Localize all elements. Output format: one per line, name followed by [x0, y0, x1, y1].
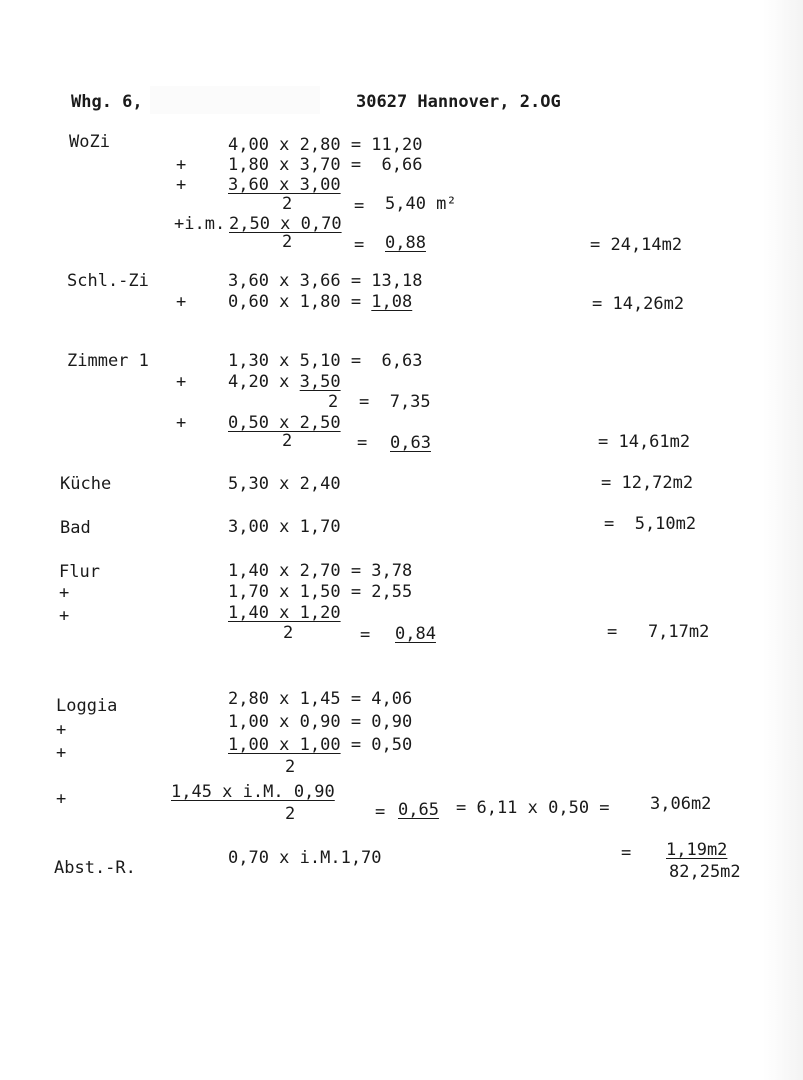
flur-total: = 7,17m2 — [607, 622, 710, 642]
wozi-line-3: 3,60 x 3,00 — [228, 175, 341, 195]
flur-denominator: 2 — [283, 623, 294, 643]
zimmer-value-underlined: 3,50 — [299, 372, 341, 392]
wozi-denominator-2: 2 — [282, 232, 293, 252]
wozi-op-2: + — [176, 155, 187, 175]
wozi-line-2: 1,80 x 3,70 = 6,66 — [228, 155, 423, 175]
abst-equals: = — [621, 843, 632, 863]
loggia-op-2: + — [56, 720, 67, 740]
grand-total: 82,25m2 — [669, 862, 741, 882]
flur-line-3: 1,40 x 1,20 — [228, 603, 341, 623]
address: 30627 Hannover, 2.OG — [356, 92, 561, 112]
zimmer-line-3-result: = 7,35 — [359, 392, 431, 412]
unit-label: Whg. 6, — [71, 92, 143, 112]
page-edge-shadow — [763, 0, 803, 1080]
loggia-value: 0,65 — [398, 800, 439, 820]
schl-line-2: 0,60 x 1,80 = 1,08 — [228, 292, 413, 312]
abst-calc: 0,70 x i.M.1,70 — [228, 848, 382, 868]
room-label-abstellraum: Abst.-R. — [54, 858, 136, 878]
room-label-bad: Bad — [60, 518, 91, 538]
bad-calc: 3,00 x 1,70 — [228, 517, 341, 537]
loggia-line-3: 1,00 x 1,00 = 0,50 — [228, 735, 413, 755]
zimmer-op-2: + — [176, 372, 187, 392]
room-label-zimmer-1: Zimmer 1 — [67, 351, 149, 371]
schl-value-underlined: 1,08 — [371, 292, 413, 312]
schl-op-2: + — [176, 292, 187, 312]
wozi-equals-2: = — [354, 235, 365, 255]
wozi-value-1: 5,40 m² — [385, 194, 457, 214]
room-label-schlafzimmer: Schl.-Zi — [67, 271, 149, 291]
zimmer-equals-2: = — [357, 433, 368, 453]
flur-line-2: 1,70 x 1,50 = 2,55 — [228, 582, 413, 602]
loggia-fraction-numerator: 1,00 x 1,00 — [228, 735, 341, 755]
wozi-total: = 24,14m2 — [590, 235, 683, 255]
loggia-line-1: 2,80 x 1,45 = 4,06 — [228, 689, 413, 709]
schl-total: = 14,26m2 — [592, 294, 685, 314]
room-label-flur: Flur — [59, 562, 100, 582]
zimmer-value-2: 0,63 — [390, 433, 431, 453]
loggia-product: = 6,11 x 0,50 = — [456, 798, 610, 818]
zimmer-op-4: + — [176, 413, 187, 433]
room-label-loggia: Loggia — [56, 696, 118, 716]
zimmer-denominator-2: 2 — [282, 431, 293, 451]
redacted-area — [150, 86, 320, 114]
wozi-line-5: 2,50 x 0,70 — [229, 214, 342, 234]
flur-op-3: + — [59, 606, 70, 626]
abst-value: 1,19m2 — [666, 840, 728, 860]
wozi-value-2: 0,88 — [385, 233, 426, 253]
loggia-op-5: + — [56, 789, 67, 809]
loggia-line-5: 1,45 x i.M. 0,90 — [171, 782, 335, 802]
wozi-prefix-im: +i.m. — [174, 214, 226, 234]
flur-line-1: 1,40 x 2,70 = 3,78 — [228, 561, 413, 581]
wozi-denominator-1: 2 — [282, 194, 293, 214]
zimmer-denominator-1: 2 — [328, 392, 339, 412]
schl-line-1: 3,60 x 3,66 = 13,18 — [228, 271, 423, 291]
loggia-equals: = — [375, 802, 386, 822]
bad-total: = 5,10m2 — [604, 514, 697, 534]
flur-value: 0,84 — [395, 624, 436, 644]
kueche-calc: 5,30 x 2,40 — [228, 474, 341, 494]
loggia-denominator-1: 2 — [285, 757, 296, 777]
loggia-line-2: 1,00 x 0,90 = 0,90 — [228, 712, 413, 732]
kueche-total: = 12,72m2 — [601, 473, 694, 493]
wozi-line-1: 4,00 x 2,80 = 11,20 — [228, 135, 423, 155]
loggia-op-3: + — [56, 743, 67, 763]
loggia-total: 3,06m2 — [650, 794, 712, 814]
wozi-op-3: + — [176, 175, 187, 195]
room-label-kueche: Küche — [60, 474, 112, 494]
zimmer-line-1: 1,30 x 5,10 = 6,63 — [228, 351, 423, 371]
loggia-denominator-2: 2 — [285, 804, 296, 824]
room-label-wozi: WoZi — [69, 132, 110, 152]
zimmer-line-2: 4,20 x 3,50 — [228, 372, 341, 392]
flur-equals: = — [360, 625, 371, 645]
zimmer-total: = 14,61m2 — [598, 432, 691, 452]
zimmer-line-4: 0,50 x 2,50 — [228, 413, 341, 433]
wozi-equals-1: = — [354, 196, 365, 216]
flur-op-2: + — [59, 583, 70, 603]
